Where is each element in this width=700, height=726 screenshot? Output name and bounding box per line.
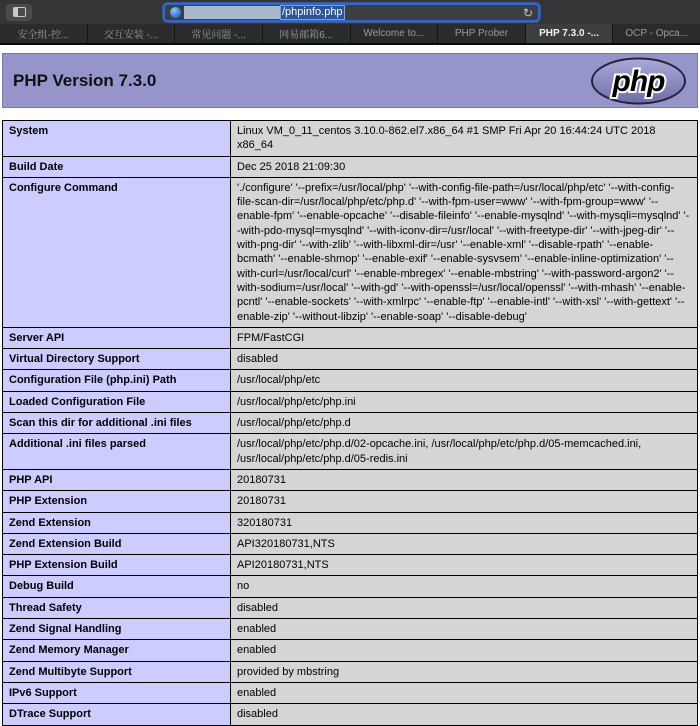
table-row xyxy=(3,597,698,618)
table-row xyxy=(3,512,698,533)
browser-tab[interactable] xyxy=(351,24,439,43)
row-value-cell: Linux VM_0_11_centos 3.10.0-862.el7.x86_64 #1 SMP Fri Apr 20 16:44:24 UTC 2018 x86_64 xyxy=(231,121,698,157)
php-logo-icon xyxy=(590,57,687,105)
row-label-cell: Configure Command xyxy=(3,177,231,327)
browser-tab[interactable] xyxy=(263,24,351,43)
row-label-cell: Thread Safety xyxy=(3,597,231,618)
table-row xyxy=(3,661,698,682)
table-row xyxy=(3,121,698,157)
row-label-cell: Loaded Configuration File xyxy=(3,391,231,412)
browser-tab[interactable] xyxy=(0,24,88,43)
browser-tab[interactable] xyxy=(88,24,176,43)
table-row xyxy=(3,682,698,703)
reload-icon[interactable]: ↻ xyxy=(522,5,533,20)
row-value-cell: /usr/local/php/etc xyxy=(231,370,698,391)
url-path-text: /phpinfo.php xyxy=(282,6,343,18)
sidebar-icon xyxy=(13,7,26,17)
row-value-cell: Dec 25 2018 21:09:30 xyxy=(231,156,698,177)
row-label-cell: PHP Extension Build xyxy=(3,555,231,576)
row-label-cell: Zend Multibyte Support xyxy=(3,661,231,682)
table-body xyxy=(3,121,698,726)
site-favicon-icon xyxy=(170,7,181,18)
tab-label: OCP - Opca... xyxy=(625,28,688,39)
page-title: PHP Version 7.3.0 xyxy=(13,70,157,90)
sidebar-toggle-button[interactable] xyxy=(6,4,32,21)
row-value-cell: /usr/local/php/etc/php.d xyxy=(231,413,698,434)
row-label-cell: Debug Build xyxy=(3,576,231,597)
row-value-cell: disabled xyxy=(231,349,698,370)
browser-tab[interactable] xyxy=(526,24,614,43)
table-row xyxy=(3,619,698,640)
tab-strip xyxy=(0,24,700,45)
row-label-cell: Configuration File (php.ini) Path xyxy=(3,370,231,391)
tab-label: 安全组-控... xyxy=(17,30,70,41)
row-value-cell: enabled xyxy=(231,619,698,640)
table-row xyxy=(3,469,698,490)
row-value-cell: disabled xyxy=(231,597,698,618)
table-row xyxy=(3,413,698,434)
browser-tab[interactable] xyxy=(438,24,526,43)
row-label-cell: DTrace Support xyxy=(3,704,231,725)
browser-chrome xyxy=(0,0,700,45)
browser-tab[interactable] xyxy=(613,24,700,43)
row-label-cell: Zend Memory Manager xyxy=(3,640,231,661)
row-value-cell: 320180731 xyxy=(231,512,698,533)
row-label-cell: Server API xyxy=(3,327,231,348)
tab-label: 网易邮箱6... xyxy=(279,30,334,41)
row-label-cell: Zend Extension xyxy=(3,512,231,533)
table-row xyxy=(3,177,698,327)
tab-label: Welcome to... xyxy=(363,28,425,39)
row-value-cell: './configure' '--prefix=/usr/local/php' '--with-config-file-path=/usr/local/php/etc' '--with-config-file-scan-dir=/usr/local/php/etc/php.d' '--with-fpm-user=www' '--with-fpm-group=www' '--enable-fpm' '--enable-opcache' '--disable-fileinfo' '--enable-mysqlnd' '--with-mysqli=mysqlnd' '--with-pdo-mysql=mysqlnd' '--with-iconv-dir=/usr/local' '--with-freetype-dir' '--with-jpeg-dir' '--with-png-dir' '--with-zlib' '--with-libxml-dir=/usr' '--enable-xml' '--disable-rpath' '--enable-bcmath' '--enable-shmop' '--enable-exif' '--enable-sysvsem' '--enable-inline-optimization' '--with-curl=/usr/local/curl' '--enable-mbregex' '--enable-mbstring' '--with-password-argon2' '--with-sodium=/usr/local' '--with-gd' '--with-openssl=/usr/local/openssl' '--with-mhash' '--enable-pcntl' '--enable-sockets' '--with-xmlrpc' '--enable-ftp' '--enable-intl' '--with-xsl' '--with-gettext' '--enable-zip' '--without-libzip' '--enable-soap' '--disable-debug' xyxy=(231,177,698,327)
row-label-cell: PHP API xyxy=(3,469,231,490)
row-value-cell: disabled xyxy=(231,704,698,725)
table-row xyxy=(3,349,698,370)
browser-toolbar xyxy=(0,0,700,24)
row-label-cell: Zend Signal Handling xyxy=(3,619,231,640)
row-value-cell: provided by mbstring xyxy=(231,661,698,682)
tab-label: 交互安装 -... xyxy=(103,30,159,41)
row-label-cell: System xyxy=(3,121,231,157)
table-row xyxy=(3,370,698,391)
row-label-cell: Scan this dir for additional .ini files xyxy=(3,413,231,434)
row-label-cell: Build Date xyxy=(3,156,231,177)
row-value-cell: /usr/local/php/etc/php.d/02-opcache.ini, /usr/local/php/etc/php.d/05-memcached.ini, /usr/local/php/etc/php.d/05-redis.ini xyxy=(231,434,698,470)
table-row xyxy=(3,434,698,470)
svg-text:php: php xyxy=(612,64,665,98)
table-row xyxy=(3,156,698,177)
table-row xyxy=(3,533,698,554)
tab-label: PHP Prober xyxy=(454,28,509,39)
table-row xyxy=(3,391,698,412)
tab-label: 常见问题 -... xyxy=(191,30,246,41)
table-row xyxy=(3,704,698,725)
table-row xyxy=(3,327,698,348)
phpinfo-page xyxy=(0,45,700,726)
row-label-cell: Virtual Directory Support xyxy=(3,349,231,370)
row-value-cell: API320180731,NTS xyxy=(231,533,698,554)
url-field[interactable] xyxy=(163,3,540,22)
table-row xyxy=(3,640,698,661)
table-row xyxy=(3,491,698,512)
browser-tab[interactable] xyxy=(175,24,263,43)
table-row xyxy=(3,555,698,576)
row-label-cell: Additional .ini files parsed xyxy=(3,434,231,470)
row-value-cell: enabled xyxy=(231,640,698,661)
row-value-cell: no xyxy=(231,576,698,597)
row-value-cell: 20180731 xyxy=(231,491,698,512)
row-label-cell: IPv6 Support xyxy=(3,682,231,703)
php-info-table xyxy=(2,120,698,726)
row-value-cell: API20180731,NTS xyxy=(231,555,698,576)
row-value-cell: enabled xyxy=(231,682,698,703)
row-value-cell: FPM/FastCGI xyxy=(231,327,698,348)
php-header xyxy=(2,53,698,108)
table-row xyxy=(3,576,698,597)
row-value-cell: /usr/local/php/etc/php.ini xyxy=(231,391,698,412)
url-host-redacted xyxy=(184,6,281,19)
row-label-cell: Zend Extension Build xyxy=(3,533,231,554)
tab-label: PHP 7.3.0 -... xyxy=(539,28,599,39)
row-label-cell: PHP Extension xyxy=(3,491,231,512)
row-value-cell: 20180731 xyxy=(231,469,698,490)
